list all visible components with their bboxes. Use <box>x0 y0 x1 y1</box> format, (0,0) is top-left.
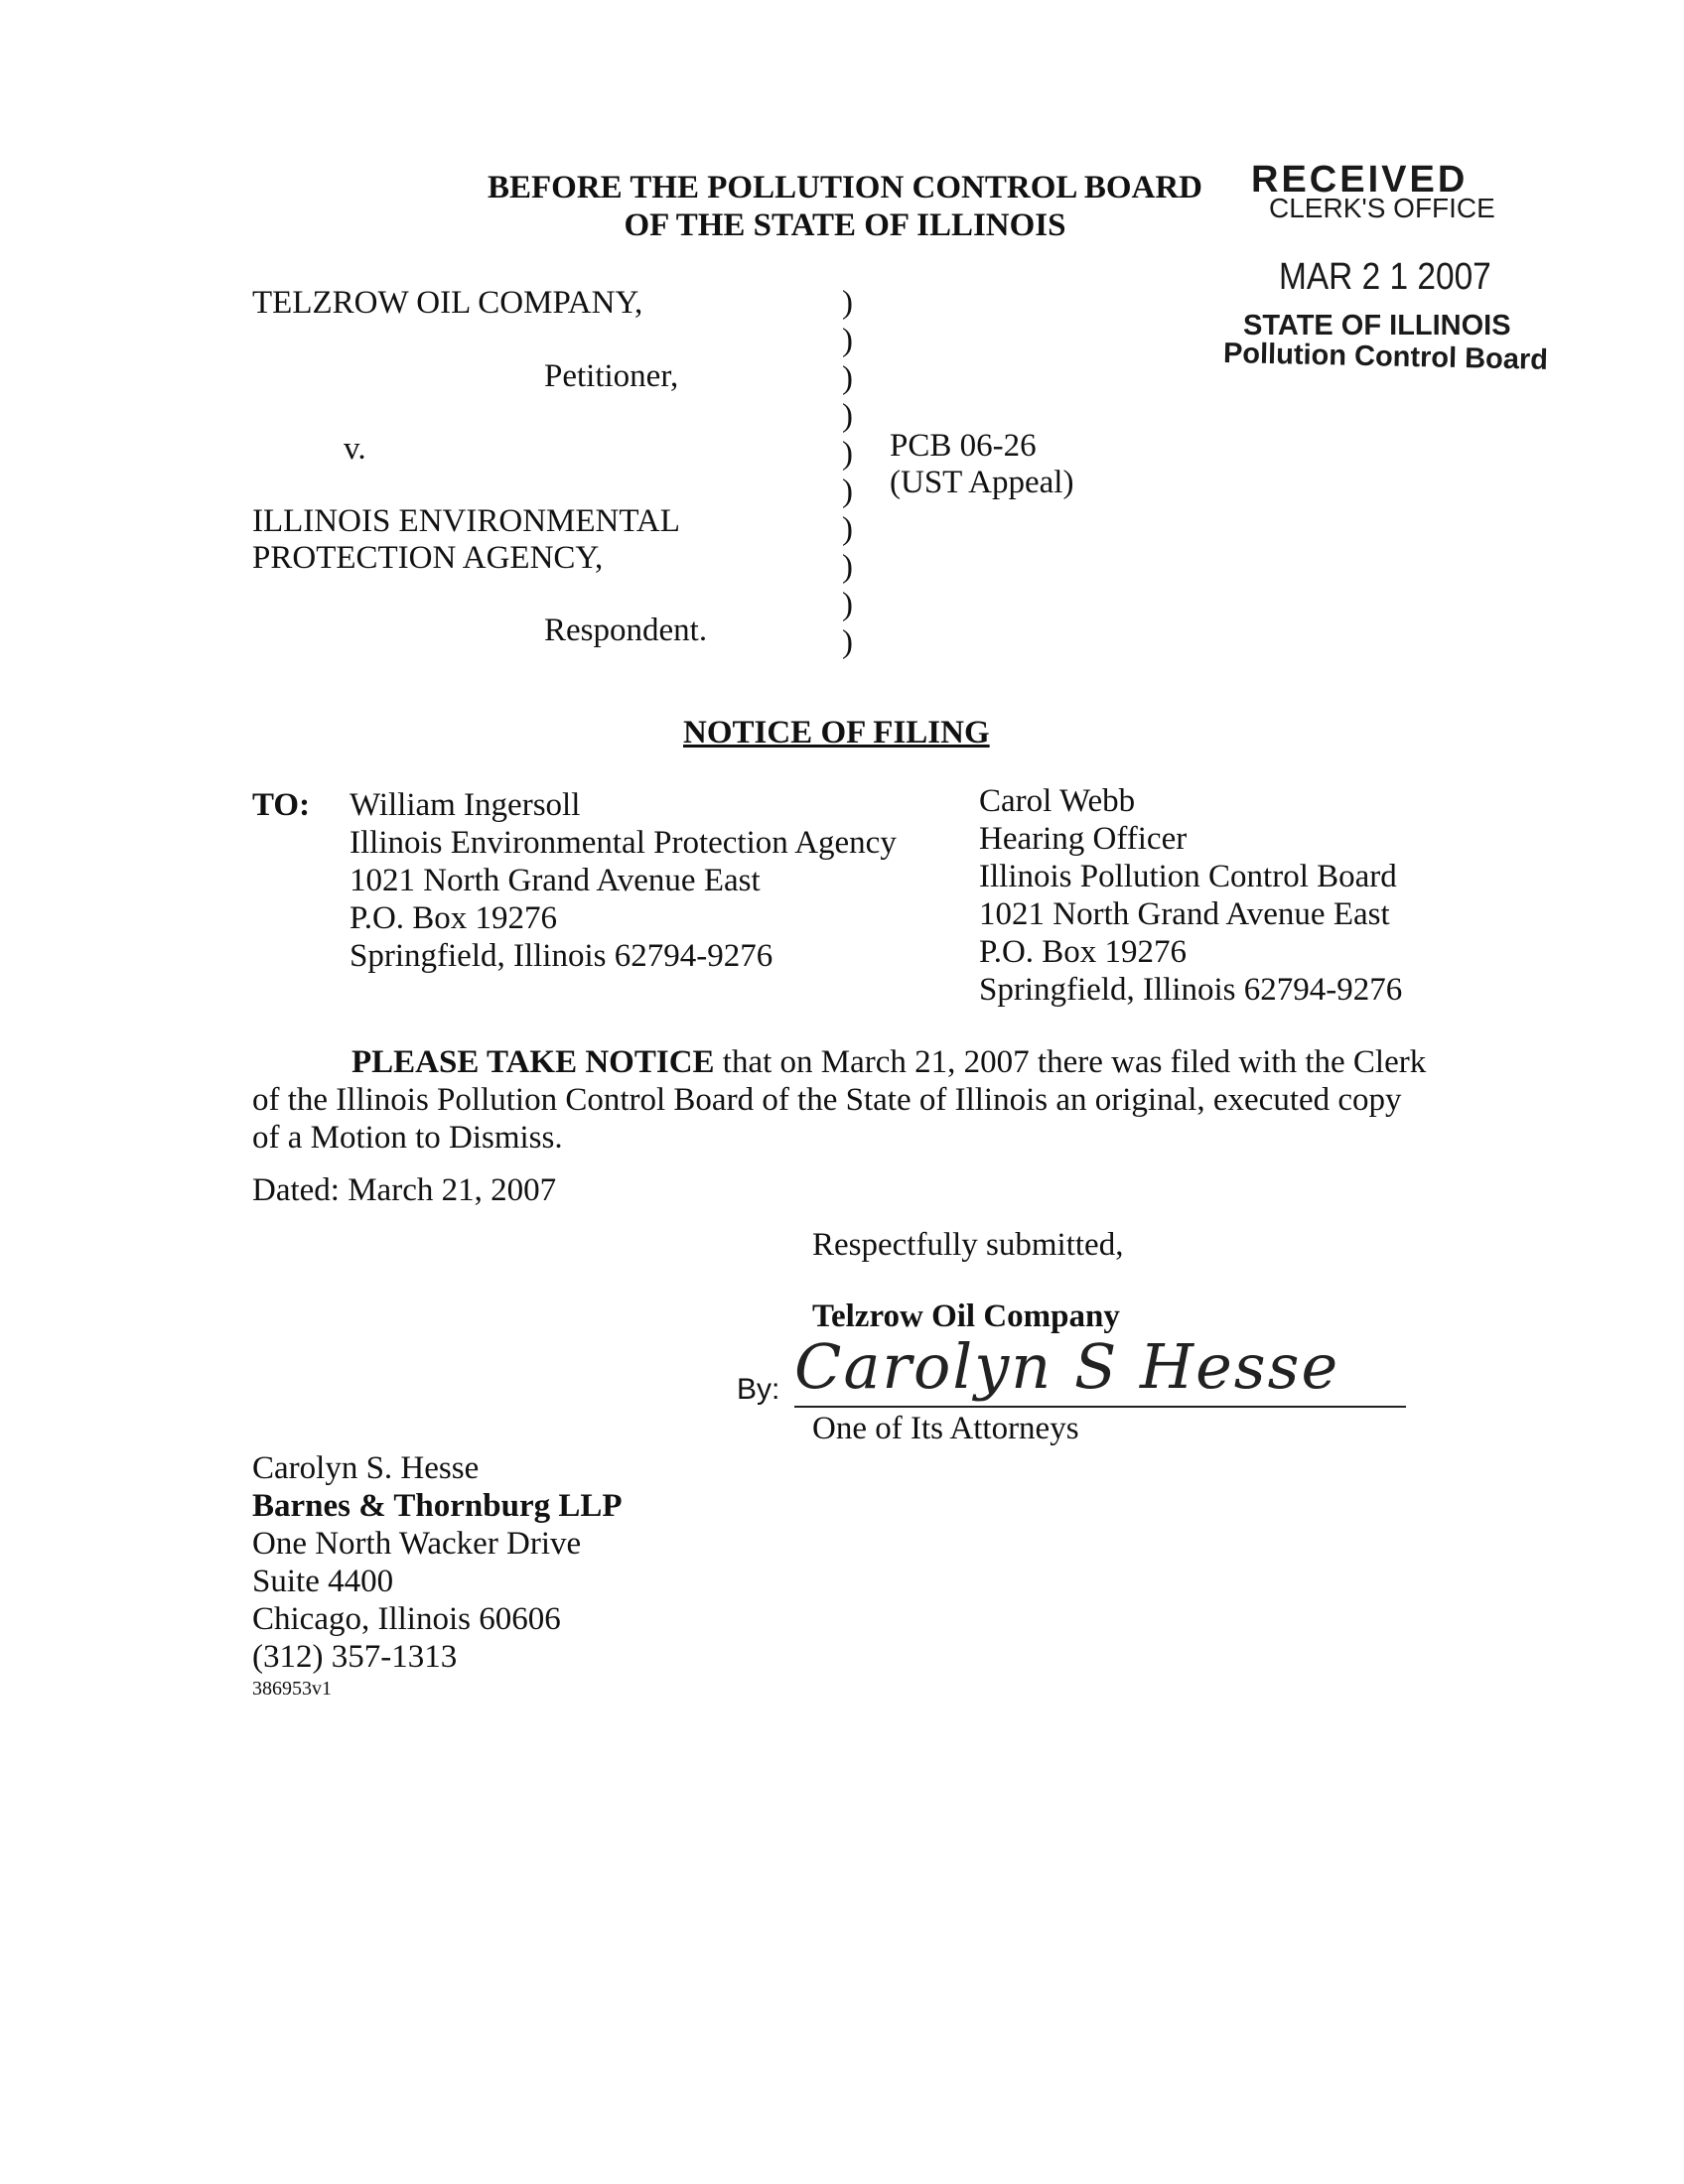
paren: ) <box>842 285 853 321</box>
signature-line <box>794 1406 1406 1408</box>
versus-label: v. <box>344 431 366 467</box>
notice-line2: of the Illinois Pollution Control Board of the State of Illinois an original, executed copy <box>252 1082 1402 1118</box>
company-name: Telzrow Oil Company <box>812 1298 1120 1334</box>
notice-line1: that on March 21, 2007 there was filed with the Clerk <box>714 1044 1427 1080</box>
attorney-city: Chicago, Illinois 60606 <box>252 1601 561 1637</box>
paren: ) <box>842 323 853 358</box>
attorney-phone: (312) 357-1313 <box>252 1639 458 1675</box>
respondent-name-line2: PROTECTION AGENCY, <box>252 540 604 576</box>
stamp-date: MAR 2 1 2007 <box>1279 256 1491 298</box>
notice-lead: PLEASE TAKE NOTICE <box>351 1044 715 1080</box>
recipient-2-line: Carol Webb <box>979 783 1136 819</box>
case-number: PCB 06-26 <box>890 428 1037 464</box>
attorney-name: Carolyn S. Hesse <box>252 1450 480 1486</box>
signature-title: One of Its Attorneys <box>812 1411 1079 1446</box>
recipient-2-line: P.O. Box 19276 <box>979 934 1188 970</box>
paren: ) <box>842 511 853 547</box>
signature: Carolyn S Hesse <box>794 1330 1340 1403</box>
attorney-firm: Barnes & Thornburg LLP <box>252 1488 623 1524</box>
recipient-1-line: 1021 North Grand Avenue East <box>350 863 761 898</box>
paren: ) <box>842 360 853 396</box>
stamp-office: CLERK'S OFFICE <box>1269 193 1495 223</box>
notice-title: NOTICE OF FILING <box>683 715 990 751</box>
paren: ) <box>842 474 853 509</box>
stamp-board: Pollution Control Board <box>1222 338 1549 376</box>
recipient-1-address <box>350 786 897 975</box>
received-stamp <box>1201 159 1559 397</box>
paren: ) <box>842 549 853 585</box>
attorney-street: One North Wacker Drive <box>252 1526 582 1562</box>
recipient-1-line: Springfield, Illinois 62794-9276 <box>350 938 773 974</box>
notice-line3: of a Motion to Dismiss. <box>252 1120 563 1156</box>
attorney-block <box>252 1449 623 1702</box>
court-header-line2: OF THE STATE OF ILLINOIS <box>624 207 1066 243</box>
recipient-1-line: William Ingersoll <box>350 787 581 823</box>
recipient-2-line: Illinois Pollution Control Board <box>979 859 1397 894</box>
court-header <box>473 169 1217 244</box>
paren: ) <box>842 624 853 660</box>
recipient-2-line: Hearing Officer <box>979 821 1188 857</box>
stamp-received: RECEIVED <box>1251 159 1469 201</box>
paren: ) <box>842 398 853 434</box>
recipient-2-line: 1021 North Grand Avenue East <box>979 896 1390 932</box>
recipient-1-line: P.O. Box 19276 <box>350 900 558 936</box>
document-id: 386953v1 <box>252 1678 332 1700</box>
notice-body <box>252 1043 1444 1157</box>
by-label: By: <box>737 1373 780 1406</box>
respondent-name-line1: ILLINOIS ENVIRONMENTAL <box>252 503 680 539</box>
caption-parentheses <box>842 284 853 661</box>
attorney-suite: Suite 4400 <box>252 1564 394 1599</box>
paren: ) <box>842 587 853 622</box>
case-type: (UST Appeal) <box>890 465 1074 500</box>
paren: ) <box>842 436 853 472</box>
stamp-state: STATE OF ILLINOIS <box>1243 310 1511 341</box>
to-label: TO: <box>252 787 311 823</box>
recipient-2-line: Springfield, Illinois 62794-9276 <box>979 972 1403 1008</box>
recipient-2-address <box>979 782 1402 1009</box>
petitioner-role: Petitioner, <box>544 358 679 394</box>
court-header-line1: BEFORE THE POLLUTION CONTROL BOARD <box>487 170 1203 205</box>
recipient-1-line: Illinois Environmental Protection Agency <box>350 825 897 861</box>
respondent-role: Respondent. <box>544 613 708 648</box>
petitioner-name: TELZROW OIL COMPANY, <box>252 285 643 321</box>
closing: Respectfully submitted, <box>812 1227 1124 1263</box>
dated-line: Dated: March 21, 2007 <box>252 1172 557 1208</box>
